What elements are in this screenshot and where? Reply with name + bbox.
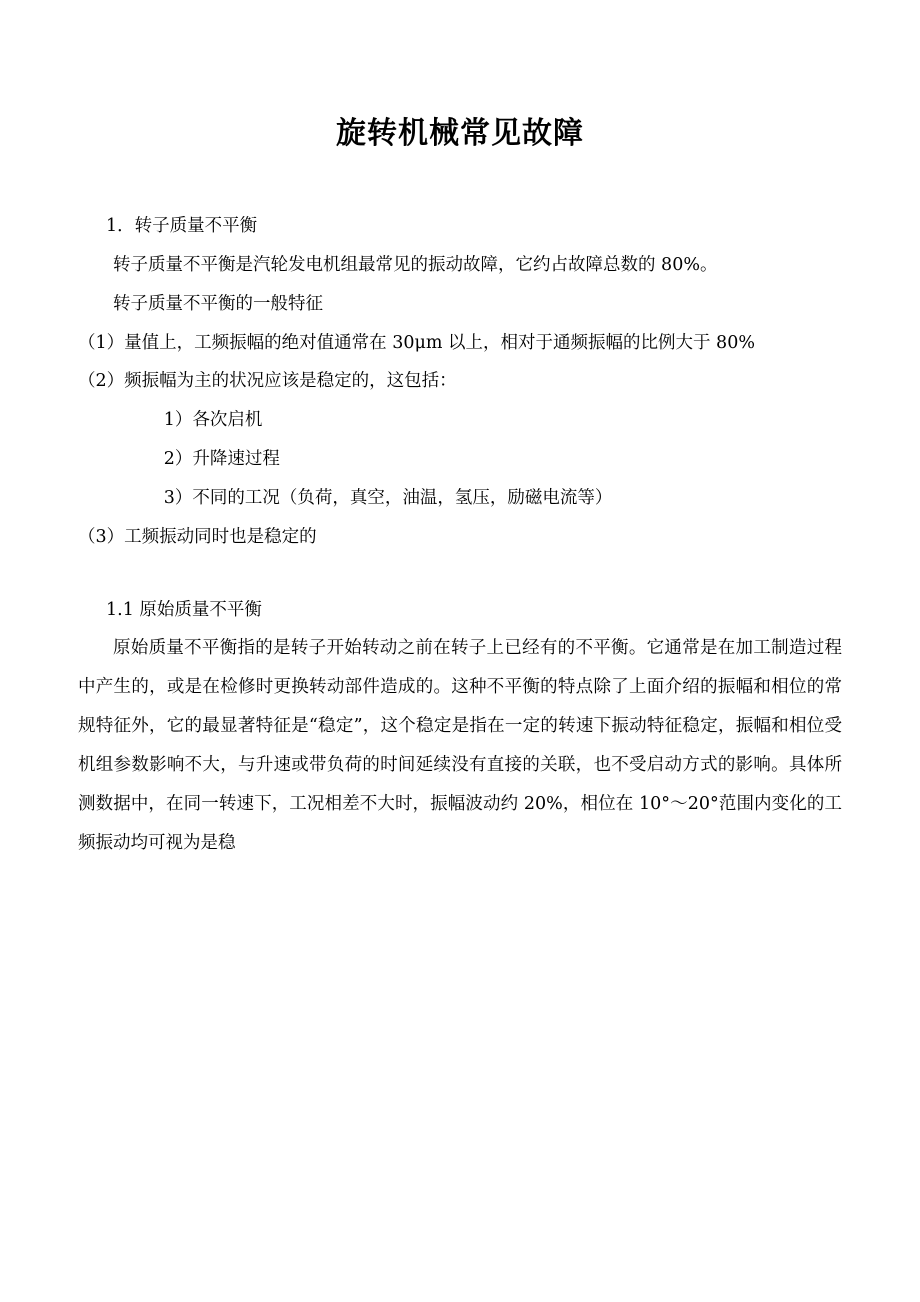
page-title: 旋转机械常见故障	[336, 116, 584, 151]
paragraph-feature-1: （1）量值上，工频振幅的绝对值通常在 30μm 以上，相对于通频振幅的比例大于 80%	[78, 332, 755, 353]
document-body	[78, 207, 842, 863]
paragraph-heading-1-1: 1.1 原始质量不平衡	[106, 599, 262, 620]
paragraph-intro: 转子质量不平衡是汽轮发电机组最常见的振动故障，它约占故障总数的 80%。	[113, 254, 718, 275]
paragraph-heading-1: 1．转子质量不平衡	[106, 216, 258, 236]
paragraph-feature-3: （3）工频振动同时也是稳定的	[78, 526, 317, 547]
list-item-3: 3）不同的工况（负荷，真空，油温，氢压，励磁电流等）	[163, 487, 613, 508]
paragraph-features-title: 转子质量不平衡的一般特征	[113, 293, 323, 314]
paragraph-original-imbalance: 原始质量不平衡指的是转子开始转动之前在转子上已经有的不平衡。它通常是在加工制造过程中产生的，或是在检修时更换转动部件造成的。这种不平衡的特点除了上面介绍的振幅和相位的常规特征外，它的最显著特征是“稳定”，这个稳定是指在一定的转速下振动特征稳定，振幅和相位受机组参数影响不大，与升速或带负荷的时间延续没有直接的关联，也不受启动方式的影响。具体所测数据中，在同一转速下，工况相差不大时，振幅波动约 20%，相位在 10°～20°范围内变化的工频振动均可视为是稳	[78, 638, 842, 853]
list-item-2: 2）升降速过程	[163, 449, 280, 470]
paragraph-feature-2: （2）频振幅为主的状况应该是稳定的，这包括：	[78, 371, 457, 392]
list-item-1: 1）各次启机	[163, 410, 263, 431]
section-spacer	[78, 557, 842, 591]
